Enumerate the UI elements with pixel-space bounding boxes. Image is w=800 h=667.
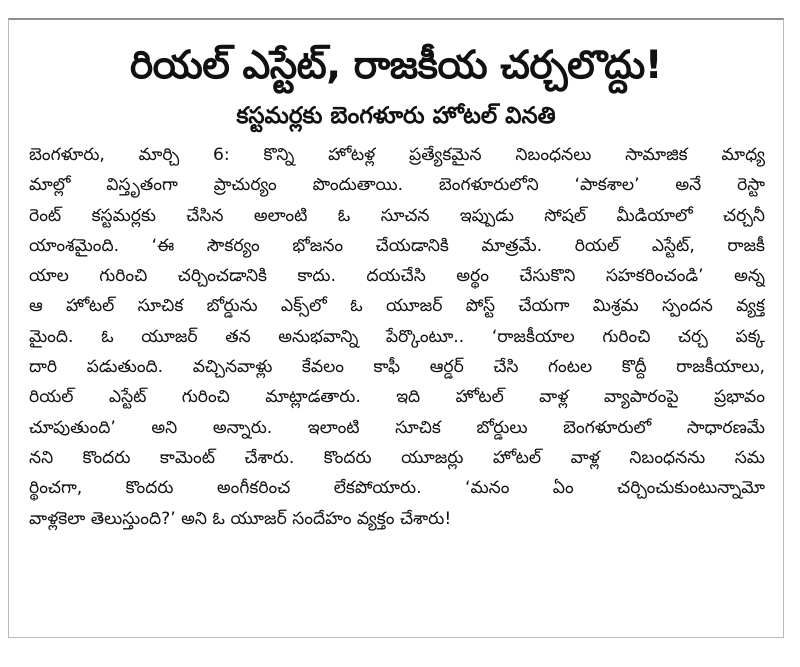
body-line: యాల గురించి చర్చించడానికి కాదు. దయచేసి అర్థం చేసుకొని సహకరించండి’ అన్న	[29, 266, 765, 287]
headline: రియల్ ఎస్టేట్, రాజకీయ చర్చలొద్దు!	[130, 43, 662, 88]
body-line: దారి పడుతుంది. వచ్చినవాళ్లు కేవలం కాఫీ ఆర్డర్ చేసి గంటల కొద్దీ రాజకీయాలు,	[29, 357, 765, 378]
body-line: వాళ్లకెలా తెలుస్తుంది?’ అని ఓ యూజర్ సందేహం వ్యక్తం చేశారు!	[29, 508, 452, 529]
body-line: రియల్ ఎస్టేట్ గురించి మాట్లాడతారు. ఇది హోటల్ వాళ్ల వ్యాపారంపై ప్రభావం	[29, 387, 765, 408]
article-body	[9, 140, 783, 534]
body-line: రెంట్ కస్టమర్లకు చేసిన అలాంటి ఓ సూచన ఇప్పుడు సోషల్ మీడియాలో చర్చనీ	[29, 205, 765, 226]
body-line: నని కొందరు కామెంట్ చేశారు. కొందరు యూజర్లు హోటల్ వాళ్ల నిబంధనను సమ	[29, 447, 765, 468]
subheadline: కస్టమర్లకు బెంగళూరు హోటల్ వినతి	[236, 103, 556, 129]
body-line: బెంగళూరు, మార్చి 6: కొన్ని హోటళ్ల ప్రత్యేకమైన నిబంధనలు సామాజిక మాధ్య	[29, 145, 765, 165]
news-clipping	[8, 18, 784, 638]
body-line: చూపుతుంది’ అని అన్నారు. ఇలాంటి సూచిక బోర్డులు బెంగళూరులో సాధారణమే	[29, 417, 765, 438]
body-line: యాంశమైంది. ‘ఈ సౌకర్యం భోజనం చేయడానికి మాత్రమే. రియల్ ఎస్టేట్, రాజకీ	[29, 235, 765, 256]
body-line: ర్థించగా, కొందరు అంగీకరించ లేకపోయారు. ‘మనం ఏం చర్చించుకుంటున్నామో	[29, 478, 765, 499]
body-line: మైంది. ఓ యూజర్ తన అనుభవాన్ని పేర్కొంటూ.. ‘రాజకీయాల గురించి చర్చ పక్క	[29, 326, 765, 347]
body-line: మాల్లో విస్తృతంగా ప్రాచుర్యం పొందుతాయి. బెంగళూరులోని ‘పాకశాల’ అనే రెస్టా	[29, 175, 765, 196]
body-line: ఆ హోటల్ సూచిక బోర్డును ఎక్స్‌లో ఓ యూజర్ పోస్ట్ చేయగా మిశ్రమ స్పందన వ్యక్త	[29, 296, 765, 317]
